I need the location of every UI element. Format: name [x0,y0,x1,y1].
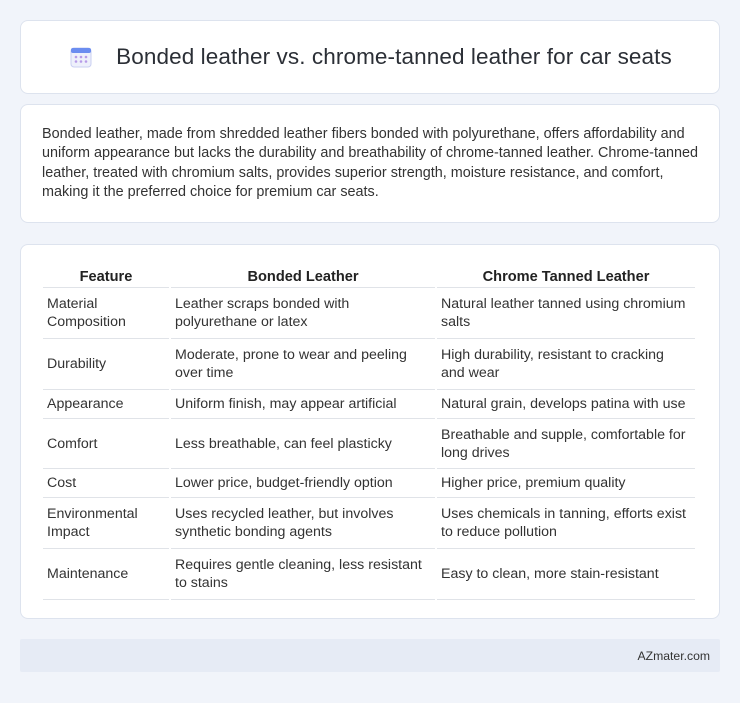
comparison-table [41,263,697,602]
table-cell: Maintenance [43,551,169,600]
title-card [20,20,720,94]
calendar-icon [68,44,94,70]
comparison-table-card [20,244,720,619]
table-cell: Natural leather tanned using chromium salts [437,290,695,339]
table-cell: Cost [43,471,169,498]
table-cell: Moderate, prone to wear and peeling over time [171,341,435,390]
table-cell: Less breathable, can feel plasticky [171,421,435,470]
column-header: Chrome Tanned Leather [437,265,695,288]
footer-site-link[interactable]: AZmater.com [637,648,710,663]
table-row [43,500,695,549]
table-row [43,290,695,339]
table-cell: Environmental Impact [43,500,169,549]
table-row [43,551,695,600]
table-row [43,341,695,390]
summary-card [20,104,720,223]
table-cell: Uses chemicals in tanning, efforts exist to reduce pollution [437,500,695,549]
table-cell: Material Composition [43,290,169,339]
table-cell: Uses recycled leather, but involves synthetic bonding agents [171,500,435,549]
table-cell: Higher price, premium quality [437,471,695,498]
table-cell: Breathable and supple, comfortable for long drives [437,421,695,470]
column-header: Bonded Leather [171,265,435,288]
table-cell: Natural grain, develops patina with use [437,392,695,419]
table-cell: Durability [43,341,169,390]
column-header: Feature [43,265,169,288]
table-row [43,392,695,419]
table-cell: Appearance [43,392,169,419]
page-title: Bonded leather vs. chrome-tanned leather for car seats [116,44,672,69]
table-cell: Requires gentle cleaning, less resistant to stains [171,551,435,600]
summary-text: Bonded leather, made from shredded leather fibers bonded with polyurethane, offers affordability and uniform appearance but lacks the durability and breathability of chrome-tanned leather. Chrome-tanned leather, treated with chromium salts, provides superior strength, moisture resistance, and comfort, making it the preferred choice for premium car seats. [42,126,698,200]
table-row [43,471,695,498]
table-cell: Leather scraps bonded with polyurethane or latex [171,290,435,339]
table-row [43,421,695,470]
table-cell: Easy to clean, more stain-resistant [437,551,695,600]
footer [20,639,720,672]
table-header-row [43,265,695,288]
table-cell: Uniform finish, may appear artificial [171,392,435,419]
table-cell: High durability, resistant to cracking and wear [437,341,695,390]
table-cell: Comfort [43,421,169,470]
table-cell: Lower price, budget-friendly option [171,471,435,498]
